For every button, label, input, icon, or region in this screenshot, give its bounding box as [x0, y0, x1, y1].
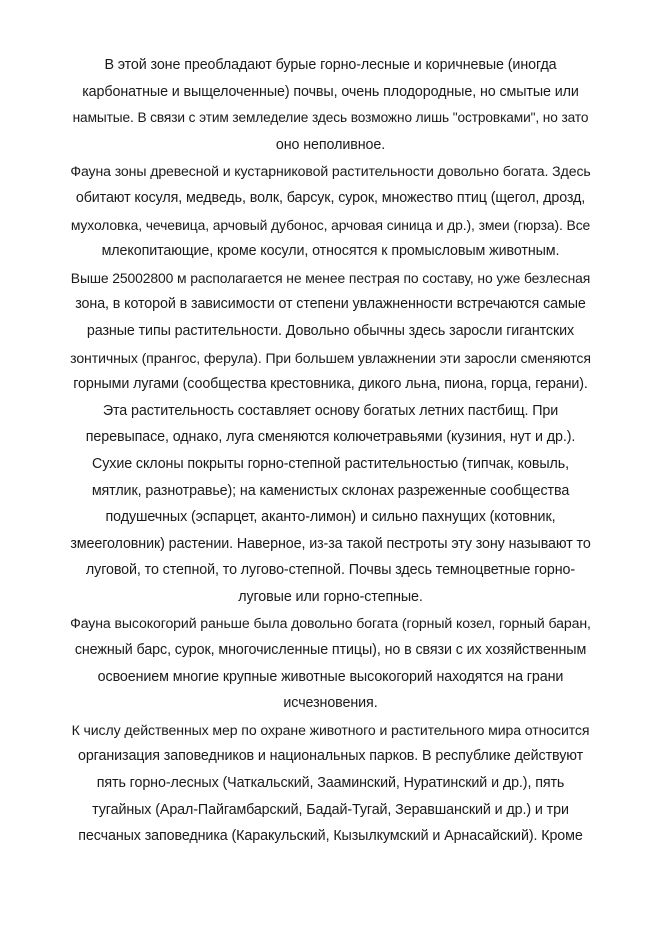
text-line: мухоловка, чечевица, арчовый дубонос, арчовая синица и др.), змеи (гюрза). Все — [70, 216, 591, 233]
text-line: Фауна высокогорий раньше была довольно богата (горный козел, горный баран, — [70, 615, 591, 632]
text-line: луговой, то степной, то лугово-степной. Почвы здесь темноцветные горно- — [85, 562, 576, 579]
text-line: разные типы растительности. Довольно обычны здесь заросли гигантских — [86, 322, 575, 339]
text-line: В этой зоне преобладают бурые горно-лесные и коричневые (иногда — [104, 57, 557, 73]
text-line: луговые или горно-степные. — [238, 588, 423, 605]
text-line: организация заповедников и национальных парков. В республике действуют — [77, 748, 584, 765]
text-line: перевыпасе, однако, луга сменяются колючетравьями (кузиния, нут и др.). — [85, 429, 576, 446]
document-page — [0, 52, 661, 850]
text-line: горными лугами (сообщества крестовника, дикого льна, пиона, горца, герани). — [73, 376, 588, 393]
text-line: подушечных (эспарцет, аканто-лимон) и сильно пахнущих (котовник, — [105, 509, 556, 526]
text-line: Эта растительность составляет основу богатых летних пастбищ. При — [102, 402, 559, 419]
text-line: тугайных (Арал-Пайгамбарский, Бадай-Тугай, Зеравшанский и др.) и три — [92, 801, 569, 818]
text-line: мятлик, разнотравье); на каменистых склонах разреженные сообщества — [91, 482, 570, 499]
text-line: исчезновения. — [283, 695, 378, 712]
text-line: пять горно-лесных (Чаткальский, Зааминский, Нуратинский и др.), пять — [96, 775, 565, 792]
text-line: К числу действенных мер по охране животного и растительного мира относится — [71, 721, 590, 738]
text-line: освоением многие крупные животные высокогорий находятся на грани — [97, 668, 564, 685]
text-line: змееголовник) растении. Наверное, из-за такой пестроты эту зону называют то — [70, 535, 591, 552]
text-line: снежный барс, сурок, многочисленные птицы), но в связи с их хозяйственным — [74, 642, 587, 659]
text-line: намытые. В связи с этим земледелие здесь возможно лишь "островками", но зато — [72, 110, 589, 126]
text-line: карбонатные и выщелоченные) почвы, очень плодородные, но смытые или — [82, 83, 579, 100]
text-line: песчаных заповедника (Каракульский, Кызылкумский и Арнасайский). Кроме — [78, 828, 583, 845]
text-line: Выше 25002800 м располагается не менее пестрая по составу, но уже безлесная — [70, 269, 591, 286]
text-line: Сухие склоны покрыты горно-степной растительностью (типчак, ковыль, — [92, 455, 569, 472]
text-line: обитают косуля, медведь, волк, барсук, сурок, множество птиц (щегол, дрозд, — [75, 189, 586, 206]
text-line: оно неполивное. — [275, 136, 386, 153]
text-line: млекопитающие, кроме косули, относятся к промысловым животным. — [101, 243, 560, 260]
text-line: зонтичных (прангос, ферула). При большем увлажнении эти заросли сменяются — [70, 349, 591, 366]
text-line: Фауна зоны древесной и кустарниковой растительности довольно богата. Здесь — [70, 163, 591, 180]
text-line: зона, в которой в зависимости от степени увлажненности встречаются самые — [75, 296, 586, 313]
